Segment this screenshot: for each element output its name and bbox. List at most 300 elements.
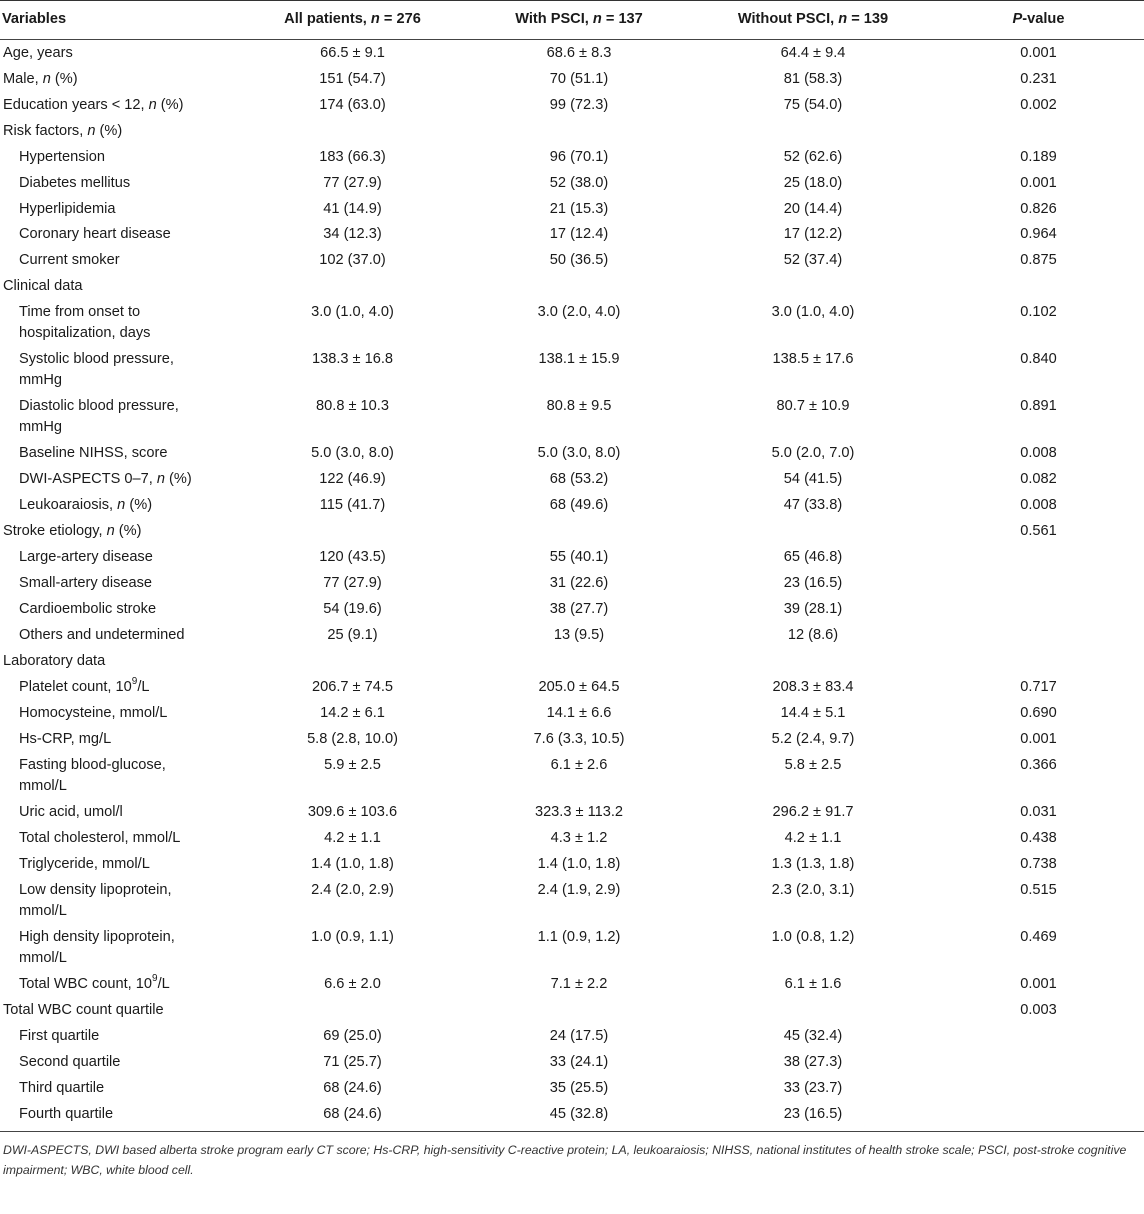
without-psci-cell: 296.2 ± 91.7 [772, 804, 854, 821]
variable-cell [0, 519, 240, 545]
variable-cell [0, 878, 240, 925]
header-all-n: n [370, 11, 380, 27]
p-value-cell [933, 649, 1144, 675]
variable-label-suffix: (%) [114, 523, 142, 540]
variable-label: Systolic blood pressure, [19, 351, 174, 368]
without-psci-cell: 12 (8.6) [787, 627, 839, 644]
p-value-cell [933, 623, 1144, 649]
variable-label: Coronary heart disease [19, 226, 171, 243]
table-row [0, 248, 1144, 274]
table-row [0, 998, 1144, 1024]
header-without-text: Without PSCI, [737, 11, 839, 27]
all-patients-cell [240, 649, 465, 675]
variable-label: Total WBC count quartile [3, 1002, 164, 1019]
p-value-cell: 0.826 [1020, 200, 1057, 217]
variable-label: Leukoaraiosis, [19, 497, 118, 514]
with-psci-cell [465, 649, 693, 675]
variable-cell [0, 1049, 240, 1075]
variable-label-n: n [148, 96, 157, 113]
all-patients-cell [240, 274, 465, 300]
table-row [0, 649, 1144, 675]
with-psci-cell: 5.0 (3.0, 8.0) [537, 445, 621, 462]
p-value-cell: 0.717 [1020, 679, 1057, 696]
variable-cell [0, 998, 240, 1024]
table-row [0, 800, 1144, 826]
variable-label: Current smoker [19, 252, 120, 269]
p-value-cell [933, 274, 1144, 300]
table-row [0, 545, 1144, 571]
header-p-suffix: -value [1022, 11, 1065, 27]
without-psci-cell: 81 (58.3) [783, 70, 843, 87]
with-psci-cell: 2.4 (1.9, 2.9) [537, 882, 621, 899]
all-patients-cell: 4.2 ± 1.1 [324, 830, 381, 847]
variable-label: Fourth quartile [19, 1106, 114, 1123]
header-without-psci [693, 1, 933, 40]
p-value-cell [933, 1049, 1144, 1075]
variable-cell [0, 118, 240, 144]
variable-cell [0, 394, 240, 441]
variable-cell [0, 196, 240, 222]
variable-label-n: n [42, 70, 51, 87]
variable-label: First quartile [19, 1028, 100, 1045]
variable-label: Education years < 12, [3, 96, 149, 113]
table-row [0, 196, 1144, 222]
variable-cell [0, 925, 240, 972]
variable-label-exponent: 9 [131, 676, 138, 688]
with-psci-cell: 14.1 ± 6.6 [546, 705, 612, 722]
variable-label: Uric acid, umol/l [19, 804, 123, 821]
variable-cell [0, 92, 240, 118]
with-psci-cell: 80.8 ± 9.5 [546, 398, 612, 415]
table-row [0, 394, 1144, 441]
table-row [0, 571, 1144, 597]
table-row [0, 701, 1144, 727]
variable-label: Diastolic blood pressure, [19, 398, 179, 415]
without-psci-cell: 54 (41.5) [783, 471, 843, 488]
table-row [0, 222, 1144, 248]
variable-cell [0, 826, 240, 852]
all-patients-cell: 1.4 (1.0, 1.8) [311, 856, 394, 873]
all-patients-cell: 138.3 ± 16.8 [311, 351, 394, 368]
with-psci-cell: 13 (9.5) [553, 627, 605, 644]
variable-label-suffix: (%) [95, 122, 123, 139]
variable-label: Fasting blood-glucose, [19, 757, 166, 774]
with-psci-cell: 7.6 (3.3, 10.5) [533, 731, 625, 748]
header-all-patients [240, 1, 465, 40]
with-psci-cell: 138.1 ± 15.9 [538, 351, 620, 368]
p-value-cell: 0.003 [1020, 1002, 1057, 1019]
with-psci-cell: 24 (17.5) [549, 1028, 609, 1045]
table-row [0, 753, 1144, 800]
variable-cell [0, 701, 240, 727]
without-psci-cell: 80.7 ± 10.9 [776, 398, 850, 415]
variable-label: Third quartile [19, 1080, 105, 1097]
p-value-cell [933, 1075, 1144, 1101]
variable-label: Baseline NIHSS, score [19, 445, 168, 462]
with-psci-cell: 21 (15.3) [549, 200, 609, 217]
variable-cell [0, 222, 240, 248]
without-psci-cell: 20 (14.4) [783, 200, 843, 217]
p-value-cell: 0.738 [1020, 856, 1057, 873]
variable-cell [0, 727, 240, 753]
table-row [0, 118, 1144, 144]
table-row [0, 40, 1144, 66]
variable-label: Others and undetermined [19, 627, 185, 644]
all-patients-cell: 66.5 ± 9.1 [320, 44, 385, 61]
variable-label: Hyperlipidemia [19, 200, 116, 217]
table-footnote: DWI-ASPECTS, DWI based alberta stroke program early CT score; Hs-CRP, high-sensitivity C-reactive protein; LA, leukoaraiosis; NIHSS, national institutes of health stroke scale; PSCI, post-stroke cognitive impairment; WBC, white blood cell. [3, 1143, 1127, 1178]
table-row [0, 727, 1144, 753]
with-psci-cell: 45 (32.8) [465, 1101, 693, 1131]
p-value-cell: 0.875 [1020, 252, 1057, 269]
variable-label: Total cholesterol, mmol/L [19, 830, 181, 847]
variable-label: Platelet count, 10 [19, 679, 132, 696]
all-patients-cell: 68 (24.6) [323, 1080, 382, 1097]
variable-label-n: n [117, 497, 126, 514]
p-value-cell: 0.690 [1020, 705, 1057, 722]
with-psci-cell: 50 (36.5) [549, 252, 609, 269]
p-value-cell: 0.189 [1020, 148, 1057, 165]
without-psci-cell: 23 (16.5) [783, 575, 843, 592]
without-psci-cell: 75 (54.0) [783, 96, 843, 113]
table-row [0, 467, 1144, 493]
with-psci-cell: 205.0 ± 64.5 [538, 679, 620, 696]
all-patients-cell: 69 (25.0) [323, 1028, 382, 1045]
with-psci-cell: 17 (12.4) [549, 226, 609, 243]
variable-label: Laboratory data [3, 653, 106, 670]
header-variables [0, 1, 240, 40]
without-psci-cell [693, 649, 933, 675]
p-value-cell: 0.031 [1020, 804, 1057, 821]
table-row [0, 144, 1144, 170]
table-row [0, 925, 1144, 972]
table-row [0, 878, 1144, 925]
variable-cell [0, 623, 240, 649]
table-row [0, 1101, 1144, 1131]
table-row [0, 66, 1144, 92]
variable-cell [0, 170, 240, 196]
all-patients-cell: 77 (27.9) [323, 174, 382, 191]
without-psci-cell: 138.5 ± 17.6 [772, 351, 854, 368]
all-patients-cell: 25 (9.1) [327, 627, 378, 644]
variable-label-n: n [87, 122, 96, 139]
variable-label: Hypertension [19, 148, 105, 165]
with-psci-cell: 38 (27.7) [549, 601, 609, 618]
with-psci-cell: 35 (25.5) [549, 1080, 609, 1097]
table-row [0, 1075, 1144, 1101]
all-patients-cell: 174 (63.0) [319, 96, 386, 113]
variable-label: Low density lipoprotein, [19, 882, 172, 899]
with-psci-cell: 68 (49.6) [549, 497, 609, 514]
without-psci-cell [693, 519, 933, 545]
variable-label-line2: mmHg [19, 372, 62, 389]
all-patients-cell: 68 (24.6) [240, 1101, 465, 1131]
variable-label: Small-artery disease [19, 575, 153, 592]
header-p: P [1012, 11, 1023, 27]
with-psci-cell: 68.6 ± 8.3 [546, 44, 612, 61]
all-patients-cell: 5.8 (2.8, 10.0) [307, 731, 398, 748]
variable-label-exponent: 9 [152, 973, 158, 985]
table-row [0, 92, 1144, 118]
variable-label-n: n [156, 471, 165, 488]
without-psci-cell: 14.4 ± 5.1 [780, 705, 846, 722]
p-value-cell: 0.366 [1020, 757, 1057, 774]
variable-cell [0, 649, 240, 675]
variable-label: Age, years [3, 44, 73, 61]
without-psci-cell: 1.3 (1.3, 1.8) [771, 856, 855, 873]
table-header [0, 1, 1144, 40]
without-psci-cell [693, 998, 933, 1024]
without-psci-cell: 33 (23.7) [783, 1080, 843, 1097]
variable-label-line2: mmol/L [19, 950, 67, 967]
all-patients-cell: 206.7 ± 74.5 [311, 679, 394, 696]
table-row [0, 1049, 1144, 1075]
without-psci-cell: 39 (28.1) [783, 601, 843, 618]
all-patients-cell: 183 (66.3) [319, 148, 386, 165]
header-without-n: n [838, 11, 848, 27]
all-patients-cell [240, 118, 465, 144]
without-psci-cell: 65 (46.8) [783, 549, 843, 566]
without-psci-cell: 4.2 ± 1.1 [784, 830, 842, 847]
variable-label-suffix: (%) [156, 96, 184, 113]
p-value-cell [933, 571, 1144, 597]
without-psci-cell: 3.0 (1.0, 4.0) [771, 304, 855, 321]
variable-label: DWI-ASPECTS 0–7, [19, 471, 157, 488]
p-value-cell [933, 597, 1144, 623]
with-psci-cell: 31 (22.6) [549, 575, 609, 592]
table-row [0, 170, 1144, 196]
variable-label-suffix: (%) [165, 471, 192, 488]
without-psci-cell: 25 (18.0) [783, 174, 843, 191]
without-psci-cell [693, 118, 933, 144]
p-value-cell: 0.891 [1020, 398, 1057, 415]
without-psci-cell: 52 (62.6) [783, 148, 843, 165]
variable-label: Large-artery disease [19, 549, 153, 566]
all-patients-cell: 5.0 (3.0, 8.0) [311, 445, 394, 462]
without-psci-cell: 64.4 ± 9.4 [780, 44, 846, 61]
table-row [0, 441, 1144, 467]
p-value-cell: 0.001 [1020, 44, 1057, 61]
all-patients-cell [240, 998, 465, 1024]
all-patients-cell: 54 (19.6) [323, 601, 382, 618]
with-psci-cell: 7.1 ± 2.2 [550, 976, 608, 993]
all-patients-cell: 151 (54.7) [319, 70, 386, 87]
with-psci-cell: 3.0 (2.0, 4.0) [537, 304, 621, 321]
table-row [0, 597, 1144, 623]
header-with-text: With PSCI, [515, 11, 593, 27]
variable-cell [0, 144, 240, 170]
p-value-cell [933, 1101, 1144, 1131]
p-value-cell [933, 118, 1144, 144]
p-value-cell: 0.438 [1020, 830, 1057, 847]
table-body [0, 40, 1144, 1132]
variable-label: Total WBC count, 10 [19, 976, 153, 993]
without-psci-cell: 38 (27.3) [783, 1054, 843, 1071]
variable-label: High density lipoprotein, [19, 929, 175, 946]
without-psci-cell: 208.3 ± 83.4 [772, 679, 854, 696]
header-without-count: = 139 [847, 11, 889, 27]
p-value-cell [933, 545, 1144, 571]
with-psci-cell: 55 (40.1) [549, 549, 609, 566]
variable-cell [0, 274, 240, 300]
p-value-cell: 0.964 [1020, 226, 1057, 243]
header-p-value [933, 1, 1144, 40]
with-psci-cell: 68 (53.2) [549, 471, 609, 488]
variable-label: Hs-CRP, mg/L [19, 731, 112, 748]
p-value-cell: 0.008 [1020, 497, 1057, 514]
p-value-cell: 0.102 [1020, 304, 1057, 321]
all-patients-cell: 41 (14.9) [323, 200, 382, 217]
variable-label-line2: mmol/L [19, 778, 67, 795]
p-value-cell: 0.840 [1020, 351, 1057, 368]
variable-label-line2: mmHg [19, 419, 62, 436]
variable-label-unit: /L [157, 976, 170, 993]
with-psci-cell [465, 118, 693, 144]
variable-label: Homocysteine, mmol/L [19, 705, 168, 722]
all-patients-cell: 102 (37.0) [319, 252, 386, 269]
p-value-cell: 0.008 [1020, 445, 1057, 462]
table-row [0, 347, 1144, 394]
variable-cell [0, 800, 240, 826]
all-patients-cell: 309.6 ± 103.6 [307, 804, 398, 821]
all-patients-cell: 122 (46.9) [319, 471, 386, 488]
all-patients-cell: 120 (43.5) [319, 549, 386, 566]
variable-label: Risk factors, [3, 122, 88, 139]
table-row [0, 300, 1144, 347]
with-psci-cell: 323.3 ± 113.2 [534, 804, 624, 821]
p-value-cell: 0.001 [1020, 731, 1057, 748]
p-value-cell: 0.469 [1020, 929, 1057, 946]
without-psci-cell: 52 (37.4) [783, 252, 843, 269]
variable-cell [0, 248, 240, 274]
variable-cell [0, 571, 240, 597]
p-value-cell: 0.561 [1020, 523, 1057, 540]
variable-cell [0, 300, 240, 347]
all-patients-cell [240, 519, 465, 545]
all-patients-cell: 14.2 ± 6.1 [320, 705, 385, 722]
header-with-psci [465, 1, 693, 40]
header-all-text: All patients, [284, 11, 371, 27]
variable-cell [0, 597, 240, 623]
without-psci-cell: 47 (33.8) [783, 497, 843, 514]
without-psci-cell: 1.0 (0.8, 1.2) [771, 929, 855, 946]
variable-cell [0, 1101, 240, 1131]
variable-cell [0, 675, 240, 701]
with-psci-cell: 96 (70.1) [549, 148, 609, 165]
all-patients-cell: 2.4 (2.0, 2.9) [311, 882, 394, 899]
without-psci-cell: 2.3 (2.0, 3.1) [771, 882, 855, 899]
with-psci-cell: 70 (51.1) [549, 70, 609, 87]
all-patients-cell: 80.8 ± 10.3 [316, 398, 389, 415]
all-patients-cell: 34 (12.3) [323, 226, 382, 243]
with-psci-cell: 1.4 (1.0, 1.8) [537, 856, 621, 873]
variable-cell [0, 972, 240, 998]
p-value-cell [933, 1023, 1144, 1049]
with-psci-cell: 1.1 (0.9, 1.2) [537, 929, 621, 946]
all-patients-cell: 5.9 ± 2.5 [324, 757, 381, 774]
table-row [0, 1023, 1144, 1049]
table-row [0, 623, 1144, 649]
with-psci-cell: 33 (24.1) [549, 1054, 609, 1071]
variable-label-suffix: (%) [125, 497, 153, 514]
variable-label: Male, [3, 70, 43, 87]
with-psci-cell: 52 (38.0) [549, 174, 609, 191]
variable-label: Triglyceride, mmol/L [19, 856, 150, 873]
p-value-cell: 0.082 [1020, 471, 1057, 488]
without-psci-cell [693, 274, 933, 300]
without-psci-cell: 6.1 ± 1.6 [784, 976, 842, 993]
variable-cell [0, 347, 240, 394]
p-value-cell: 0.001 [1020, 174, 1057, 191]
all-patients-cell: 3.0 (1.0, 4.0) [311, 304, 394, 321]
variable-cell [0, 1075, 240, 1101]
table-row [0, 274, 1144, 300]
with-psci-cell: 4.3 ± 1.2 [550, 830, 608, 847]
variable-label-line2: mmol/L [19, 903, 67, 920]
header-row [0, 1, 1144, 40]
variable-cell [0, 753, 240, 800]
header-variables-text: Variables [2, 11, 67, 27]
header-with-count: = 137 [601, 11, 643, 27]
all-patients-cell: 6.6 ± 2.0 [324, 976, 381, 993]
without-psci-cell: 17 (12.2) [783, 226, 843, 243]
variable-label: Diabetes mellitus [19, 174, 131, 191]
all-patients-cell: 77 (27.9) [323, 575, 382, 592]
with-psci-cell [465, 519, 693, 545]
table-row [0, 675, 1144, 701]
variable-label-line2: hospitalization, days [19, 325, 151, 342]
variable-label: Stroke etiology, [3, 523, 107, 540]
variable-label-unit: /L [137, 679, 150, 696]
variable-cell [0, 852, 240, 878]
without-psci-cell: 5.8 ± 2.5 [784, 757, 842, 774]
header-all-count: = 276 [379, 11, 421, 27]
with-psci-cell [465, 274, 693, 300]
with-psci-cell: 6.1 ± 2.6 [550, 757, 608, 774]
variable-cell [0, 40, 240, 66]
header-with-n: n [592, 11, 602, 27]
without-psci-cell: 45 (32.4) [783, 1028, 843, 1045]
without-psci-cell: 5.0 (2.0, 7.0) [771, 445, 855, 462]
table-row [0, 852, 1144, 878]
p-value-cell: 0.231 [1020, 70, 1057, 87]
table-row [0, 826, 1144, 852]
variable-label: Clinical data [3, 278, 83, 295]
variable-label: Second quartile [19, 1054, 121, 1071]
all-patients-cell: 71 (25.7) [323, 1054, 382, 1071]
p-value-cell: 0.515 [1020, 882, 1057, 899]
all-patients-cell: 1.0 (0.9, 1.1) [311, 929, 394, 946]
variable-label-suffix: (%) [50, 70, 78, 87]
variable-label-n: n [106, 523, 115, 540]
variable-cell [0, 66, 240, 92]
p-value-cell: 0.001 [1020, 976, 1057, 993]
without-psci-cell: 23 (16.5) [693, 1101, 933, 1131]
with-psci-cell: 99 (72.3) [549, 96, 609, 113]
variable-cell [0, 1023, 240, 1049]
variable-cell [0, 467, 240, 493]
variable-cell [0, 441, 240, 467]
table-row [0, 972, 1144, 998]
table-row [0, 493, 1144, 519]
all-patients-cell: 115 (41.7) [319, 497, 386, 514]
variable-cell [0, 545, 240, 571]
variable-cell [0, 493, 240, 519]
without-psci-cell: 5.2 (2.4, 9.7) [771, 731, 855, 748]
variable-label: Cardioembolic stroke [19, 601, 157, 618]
table-row [0, 519, 1144, 545]
p-value-cell: 0.002 [1020, 96, 1057, 113]
